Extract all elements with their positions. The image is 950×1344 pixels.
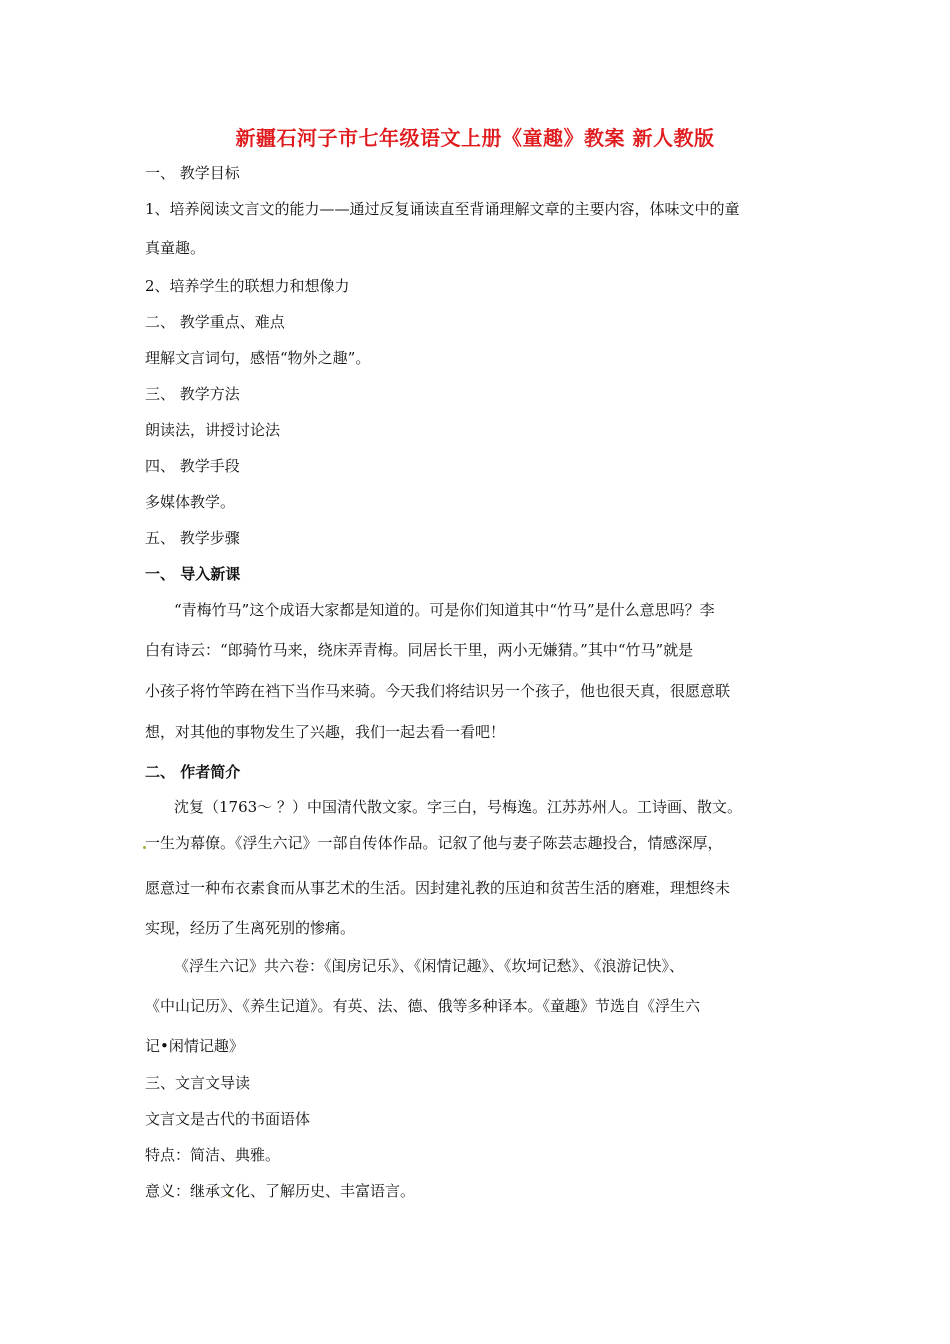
subheading-introduction: 一、 导入新课: [145, 565, 241, 583]
intro-paragraph-line-2: 白有诗云：“郎骑竹马来，绕床弄青梅。同居长干里，两小无嫌猜。”其中“竹马”就是: [145, 641, 694, 659]
intro-paragraph-line-4: 想，对其他的事物发生了兴趣，我们一起去看一看吧！: [145, 723, 506, 741]
author-paragraph-line-1: 沈复（1763～ ？）中国清代散文家。字三白，号梅逸。江苏苏州人。工诗画、散文。: [174, 798, 742, 816]
author-paragraph-line-2: 一生为幕僚。《浮生六记》一部自传体作品。记叙了他与妻子陈芸志趣投合，情感深厚，: [145, 834, 723, 852]
document-title: 新疆石河子市七年级语文上册《童趣》教案 新人教版: [235, 126, 715, 150]
section-heading-classical-reading: 三、文言文导读: [145, 1074, 251, 1092]
section-heading-means: 四、 教学手段: [145, 457, 240, 475]
author-paragraph-line-4: 实现，经历了生离死别的惨痛。: [145, 919, 356, 937]
classical-features: 特点：简洁、典雅。: [145, 1146, 281, 1164]
methods-text: 朗读法，讲授讨论法: [145, 421, 281, 439]
key-points-text: 理解文言词句，感悟“物外之趣”。: [145, 349, 371, 367]
subheading-author: 二、 作者简介: [145, 763, 241, 781]
author-paragraph-line-3: 愿意过一种布衣素食而从事艺术的生活。因封建礼教的压迫和贫苦生活的磨难，理想终未: [145, 879, 731, 897]
book-paragraph-line-1: 《浮生六记》共六卷：《闺房记乐》、《闲情记趣》、《坎坷记愁》、《浪游记快》、: [174, 957, 685, 975]
book-paragraph-line-3: 记•闲情记趣》: [145, 1037, 244, 1055]
objective-2: 2、培养学生的联想力和想像力: [145, 277, 350, 295]
objective-1-line-2: 真童趣。: [145, 239, 206, 257]
section-heading-key-points: 二、 教学重点、难点: [145, 313, 285, 331]
intro-paragraph-line-1: “青梅竹马”这个成语大家都是知道的。可是你们知道其中“竹马”是什么意思吗？李: [174, 601, 715, 619]
section-heading-methods: 三、 教学方法: [145, 385, 240, 403]
classical-definition: 文言文是古代的书面语体: [145, 1110, 311, 1128]
classical-significance: 意义：继承文化、了解历史、丰富语言。: [145, 1182, 416, 1200]
book-paragraph-line-2: 《中山记历》、《养生记道》。有英、法、德、俄等多种译本。《童趣》节选自《浮生六: [145, 997, 701, 1015]
intro-paragraph-line-3: 小孩子将竹竿跨在裆下当作马来骑。今天我们将结识另一个孩子，他也很天真，很愿意联: [145, 682, 731, 700]
section-heading-steps: 五、 教学步骤: [145, 529, 240, 547]
objective-1-line-1: 1、培养阅读文言文的能力——通过反复诵读直至背诵理解文章的主要内容，体味文中的童: [145, 200, 740, 218]
means-text: 多媒体教学。: [145, 493, 236, 511]
section-heading-objectives: 一、 教学目标: [145, 164, 240, 182]
